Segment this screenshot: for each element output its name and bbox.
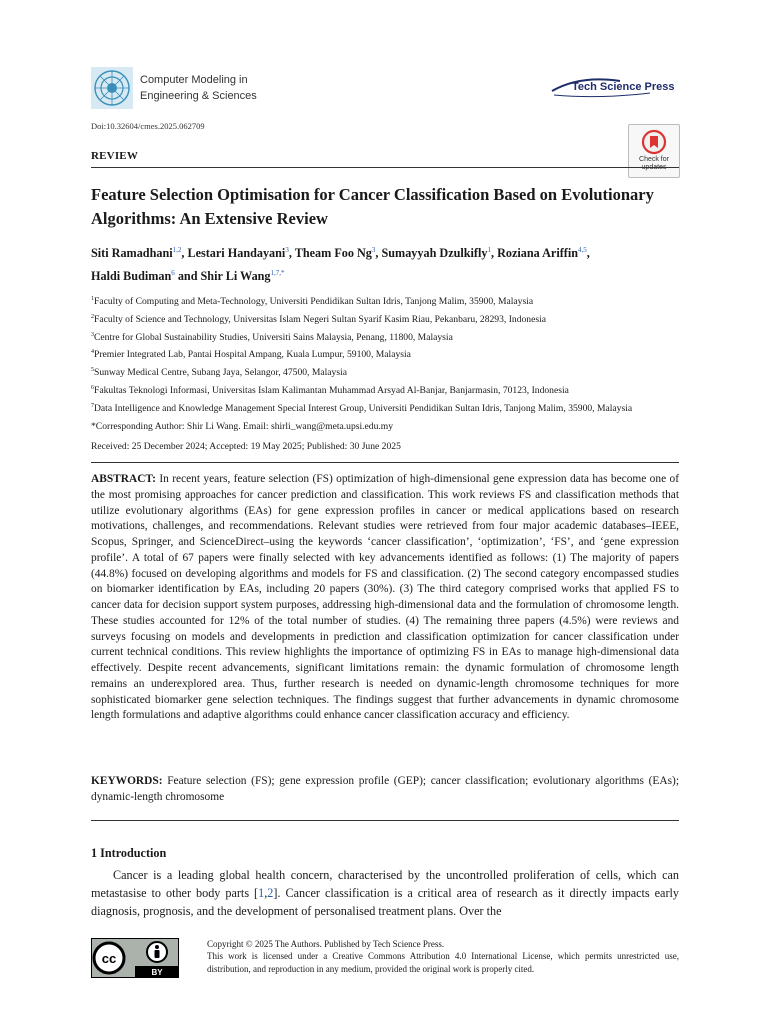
abstract-label: ABSTRACT: [91,473,156,485]
check-updates-line1: Check for [639,156,669,163]
journal-logo-icon [91,67,133,109]
publisher-logo [550,77,678,99]
section-label: REVIEW [91,150,139,162]
author [91,269,201,283]
citation-link-2[interactable]: 2 [267,886,274,900]
citation-link-1[interactable]: 1 [258,886,265,900]
affiliation-text: Premier Integrated Lab, Pantai Hospital Ampang, Kuala Lumpur, 59100, Malaysia [94,349,411,361]
author-separator: , [586,246,590,261]
author [91,246,187,260]
affiliation-number: 7 [91,402,94,409]
affiliation-text: Data Intelligence and Knowledge Management Special Interest Group, Universiti Pendidikan Sultan Idris, Tanjong Malim, 35900, Malaysia [94,402,633,414]
author-affiliation-marker[interactable]: 6 [171,269,175,278]
divider-middle [91,462,679,463]
author-separator: and [174,269,201,284]
section-heading-introduction: 1 Introduction [91,846,167,860]
author-separator: , [490,246,498,261]
intro-text-start: Cancer is a leading global health concern, characterised by the uncontrolled proliferation of cells, which can metastasise to other body parts [ [91,868,679,900]
author [497,246,590,260]
keywords [91,774,679,806]
author-name: Lestari Handayani [187,246,286,261]
affiliation-text: Faculty of Science and Technology, Universitas Islam Negeri Sultan Syarif Kasim Riau, Pekanbaru, 28293, Indonesia [94,313,546,325]
affiliation-item [91,328,691,346]
author-separator: , [375,246,382,261]
keywords-text: Feature selection (FS); gene expression profile (GEP); cancer classification; evolutionary algorithms (EAs); dynamic-length chromosome [91,775,679,803]
author-name: Sumayyah Dzulkifly [381,246,488,261]
affiliation-item [91,345,691,363]
article-title: Feature Selection Optimisation for Cancer Classification Based on Evolutionary Algorithms: An Extensive Review [91,185,654,228]
affiliation-item [91,292,691,310]
affiliation-number: 1 [91,296,94,302]
author-affiliation-marker[interactable]: 3 [371,246,376,254]
svg-text:cc: cc [101,951,117,966]
journal-name [140,72,257,104]
affiliation-item [91,381,691,399]
author-name: Haldi Budiman [91,269,172,284]
author-name: Siti Ramadhani [91,246,173,261]
license-block [207,938,679,975]
attribution-person-icon [147,942,167,962]
copyright-text: Copyright © 2025 The Authors. Published by Tech Science Press. [207,939,445,949]
author-affiliation-marker[interactable]: 1,7,* [270,269,285,278]
affiliation-item [91,399,691,417]
keywords-label: KEYWORDS: [91,775,163,787]
affiliation-item [91,310,691,328]
affiliation-number: 6 [91,384,94,391]
affiliation-list [91,292,691,416]
divider-top [91,167,679,168]
citation-separator: , [264,886,268,900]
check-for-updates-badge[interactable] [628,124,680,178]
license-text: This work is licensed under a Creative Commons Attribution 4.0 International License, which permits unrestricted use, distribution, and reproduction in any medium, provided the original work is properly cited. [207,951,679,974]
author [201,269,285,283]
affiliation-number: 4 [91,349,94,356]
author-name: Shir Li Wang [200,269,271,284]
author-name: Roziana Ariffin [497,246,578,261]
affiliation-number: 2 [91,313,94,320]
author [381,246,497,260]
cc-by-license-badge[interactable] [91,938,179,978]
author-separator: , [181,246,188,261]
author-separator: , [288,246,295,261]
author [295,246,382,260]
author-affiliation-marker[interactable]: 3 [285,246,289,254]
bookmark-icon [641,129,667,155]
author-list [91,240,691,286]
affiliation-item [91,363,691,381]
author-affiliation-marker[interactable]: 1,2 [172,246,182,254]
affiliation-text: Faculty of Computing and Meta-Technology, Universiti Pendidikan Sultan Idris, Tanjong Malim, 35900, Malaysia [94,296,534,308]
abstract-text: In recent years, feature selection (FS) optimization of high-dimensional gene expression data has become one of the most promising approaches for cancer prediction and classification. This work reviews FS and classification methods that utilize evolutionary algorithms (EAs) for gene expression profiles in cancer or medical applications based on research motivations, challenges, and recommendations. Relevant studies were retrieved from four major academic databases–IEEE, Scopus, Springer, and ScienceDirect–using the keywords ‘cancer classification’, ‘optimization’, ‘FS’, and ‘gene expression profile’. A total of 67 papers were finally selected with key advancements identified as follows: (1) The majority of papers (44.8%) focused on developing algorithms and models for FS and classification. (2) The second category encompassed studies on biomarker identification by EAs, including 20 papers (30%). (3) The third category comprised works that applied FS to cancer data for decision support system purposes, addressing high-dimensional data and the formulation of chromosome length. These studies accounted for 12% of the total number of studies. (4) The remaining three papers (4.5%) were reviews and surveys focusing on models and developments in prediction and classification optimization for cancer classification under current technical conditions. This review highlights the importance of optimizing FS in EAs to manage high-dimensional data effectively. Despite recent advancements, significant limitations remain: the dynamic formulation of chromosome length remains an underexplored area. Thus, further research is needed on dynamic-length chromosome techniques for more sophisticated biomarker gene selection techniques. The findings suggest that further advancements in dynamic chromosome length formulations and adaptive algorithms could enhance cancer classification accuracy and efficiency. [91,473,679,722]
cc-by-label: BY [151,968,163,977]
author-affiliation-marker[interactable]: 4,5 [578,246,587,254]
introduction-paragraph [91,866,679,920]
affiliation-number: 5 [91,367,94,374]
check-updates-line2: updates [641,164,667,171]
intro-text-end: ]. Cancer classification is a critical area of research as it directly impacts early diagnosis, prognosis, and the development of personalised treatment plans. Over the [91,886,679,918]
affiliation-text: Centre for Global Sustainability Studies, Universiti Sains Malaysia, Penang, 11800, Malaysia [94,331,453,343]
author-affiliation-marker[interactable]: 1 [487,246,491,254]
journal-name-line1: Computer Modeling in [140,74,248,86]
author-name: Theam Foo Ng [294,246,372,261]
doi-text[interactable]: Doi:10.32604/cmes.2025.062709 [91,121,205,131]
creative-commons-icon [94,943,124,973]
journal-name-line2: Engineering & Sciences [140,90,257,102]
publication-dates: Received: 25 December 2024; Accepted: 19 May 2025; Published: 30 June 2025 [91,441,401,452]
corresponding-author: *Corresponding Author: Shir Li Wang. Email: shirli_wang@meta.upsi.edu.my [91,421,394,432]
affiliation-text: Sunway Medical Centre, Subang Jaya, Selangor, 47500, Malaysia [94,367,347,379]
author [187,246,294,260]
affiliation-text: Fakultas Teknologi Informasi, Universitas Islam Kalimantan Muhammad Arsyad Al-Banjar, Banjarmasin, 70123, Indonesia [94,385,569,397]
publisher-name: Tech Science Press [572,81,675,93]
abstract [91,472,679,724]
divider-bottom [91,820,679,821]
affiliation-number: 3 [91,331,94,338]
